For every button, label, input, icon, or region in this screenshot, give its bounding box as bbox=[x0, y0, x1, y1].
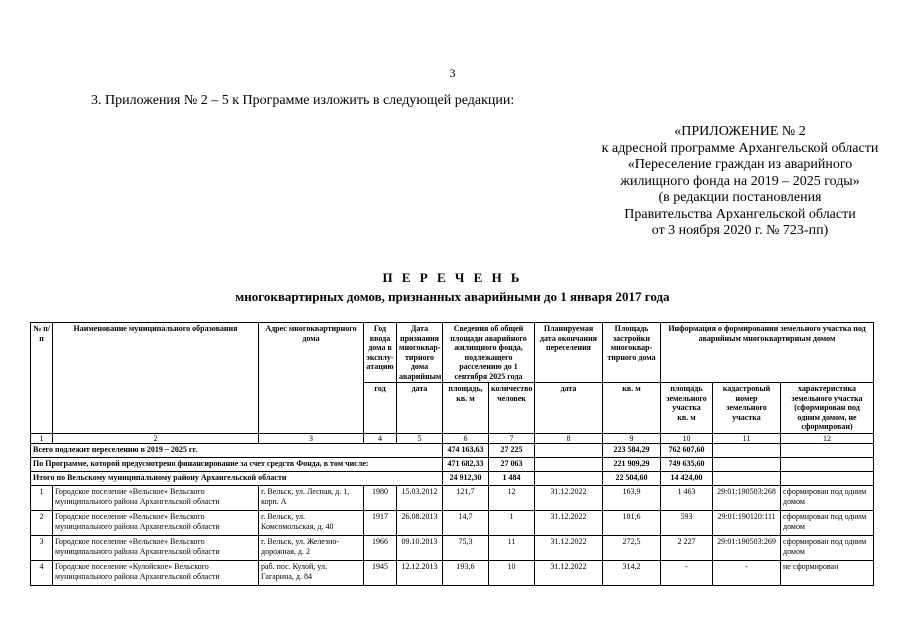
row-address: раб. пос. Кулой, ул. Гагарина, д. 84 bbox=[259, 561, 364, 586]
document-title: П Е Р Е Ч Е Н Ь bbox=[382, 270, 523, 285]
header-general-info: Сведения об общей площади аварийного жилищного фонда, подлежащего расселению до 1 сентября 2025 года bbox=[443, 323, 535, 383]
row-characteristic: сформирован под одним домом bbox=[781, 486, 874, 511]
appendix-line: «ПРИЛОЖЕНИЕ № 2 bbox=[674, 124, 806, 139]
header-land-area bbox=[661, 383, 713, 434]
table-row bbox=[31, 486, 874, 511]
total-land-area: 14 424,00 bbox=[661, 472, 713, 486]
total-label: Всего подлежит переселению в 2019 – 2025 гг. bbox=[31, 444, 443, 458]
total-land-area: 762 607,60 bbox=[661, 444, 713, 458]
row-municipality: Городское поселение «Вельское» Вельского муниципального района Архангельской области bbox=[53, 486, 259, 511]
row-year: 1980 bbox=[364, 486, 397, 511]
header-address: Адрес многоквартирного дома bbox=[259, 323, 364, 434]
row-cadastral: - bbox=[713, 561, 781, 586]
total-row bbox=[31, 458, 874, 472]
column-number: 9 bbox=[603, 433, 661, 444]
table-row bbox=[31, 536, 874, 561]
row-year: 1966 bbox=[364, 536, 397, 561]
row-area: 75,3 bbox=[443, 536, 489, 561]
header-characteristic: характеристика земельного участка (сформирован под одним домом, не сформирован) bbox=[781, 383, 874, 434]
row-address: г. Вельск, ул. Лесная, д. 1, корп. А bbox=[259, 486, 364, 511]
column-number: 4 bbox=[364, 433, 397, 444]
row-num: 2 bbox=[31, 511, 53, 536]
column-number: 12 bbox=[781, 433, 874, 444]
row-cadastral: 29:01:190503:269 bbox=[713, 536, 781, 561]
row-build-area: 314,2 bbox=[603, 561, 661, 586]
row-municipality: Городское поселение «Вельское» Вельского муниципального района Архангельской области bbox=[53, 511, 259, 536]
row-planned: 31.12.2022 bbox=[535, 511, 603, 536]
row-date: 26.08.2013 bbox=[397, 511, 443, 536]
header-num: № п/п bbox=[31, 323, 53, 434]
column-number: 5 bbox=[397, 433, 443, 444]
row-characteristic: сформирован под одним домом bbox=[781, 536, 874, 561]
column-number: 6 bbox=[443, 433, 489, 444]
appendix-line: жилищного фонда на 2019 – 2025 годы» bbox=[620, 173, 860, 189]
row-municipality: Городское поселение «Кулойское» Вельского муниципального района Архангельской области bbox=[53, 561, 259, 586]
row-num: 3 bbox=[31, 536, 53, 561]
total-count: 27 225 bbox=[489, 444, 535, 458]
row-build-area: 181,6 bbox=[603, 511, 661, 536]
column-numbers-row bbox=[31, 433, 874, 444]
header-count: количество человек bbox=[489, 383, 535, 434]
total-land-area: 749 635,60 bbox=[661, 458, 713, 472]
total-label: По Программе, которой предусмотрено финансирование за счет средств Фонда, в том числе: bbox=[31, 458, 443, 472]
total-build-area: 22 504,60 bbox=[603, 472, 661, 486]
appendix-line: от 3 ноября 2020 г. № 723-пп) bbox=[651, 223, 829, 238]
total-label: Итого по Вельскому муниципальному району Архангельской области bbox=[31, 472, 443, 486]
appendix-line: Правительства Архангельской области bbox=[624, 206, 856, 222]
header-land-area-label: площадь земельного участка bbox=[666, 384, 707, 412]
column-number: 3 bbox=[259, 433, 364, 444]
header-build-area: Площадь застройки многоквар-тирного дома bbox=[603, 323, 661, 383]
row-cadastral: 29:01:190503:268 bbox=[713, 486, 781, 511]
row-land-area: 2 227 bbox=[661, 536, 713, 561]
intro-text: 3. Приложения № 2 – 5 к Программе изложить в следующей редакции: bbox=[91, 93, 515, 108]
table-row bbox=[31, 511, 874, 536]
header-land-area-unit: кв. м bbox=[677, 412, 696, 422]
total-row bbox=[31, 472, 874, 486]
row-planned: 31.12.2022 bbox=[535, 561, 603, 586]
row-date: 12.12.2013 bbox=[397, 561, 443, 586]
header-cadastral: кадастровый номер земельного участка bbox=[713, 383, 781, 434]
row-count: 1 bbox=[489, 511, 535, 536]
total-area: 471 682,33 bbox=[443, 458, 489, 472]
row-cadastral: 29:01:190120:111 bbox=[713, 511, 781, 536]
row-address: г. Вельск, ул. Железно-дорожная, д. 2 bbox=[259, 536, 364, 561]
header-planned-unit: дата bbox=[535, 383, 603, 434]
column-number: 2 bbox=[53, 433, 259, 444]
header-date-recognition: Дата признания многоквар-тирного дома аварийным bbox=[397, 323, 443, 383]
row-area: 121,7 bbox=[443, 486, 489, 511]
header-year-unit: год bbox=[364, 383, 397, 434]
row-address: г. Вельск, ул. Комсомольская, д. 40 bbox=[259, 511, 364, 536]
column-number: 1 bbox=[31, 433, 53, 444]
row-land-area: 1 463 bbox=[661, 486, 713, 511]
appendix-line: (в редакции постановления bbox=[658, 190, 822, 205]
row-area: 193,6 bbox=[443, 561, 489, 586]
column-number: 8 bbox=[535, 433, 603, 444]
header-municipality: Наименование муниципального образования bbox=[53, 323, 259, 434]
header-area: площадь, кв. м bbox=[443, 383, 489, 434]
appendix-line: к адресной программе Архангельской области bbox=[601, 140, 879, 156]
row-date: 09.10.2013 bbox=[397, 536, 443, 561]
row-count: 12 bbox=[489, 486, 535, 511]
header-planned-date: Планируемая дата окончания переселения bbox=[535, 323, 603, 383]
row-planned: 31.12.2022 bbox=[535, 486, 603, 511]
total-count: 1 484 bbox=[489, 472, 535, 486]
row-land-area: - bbox=[661, 561, 713, 586]
header-date-unit: дата bbox=[397, 383, 443, 434]
row-build-area: 163,9 bbox=[603, 486, 661, 511]
total-row bbox=[31, 444, 874, 458]
row-land-area: 593 bbox=[661, 511, 713, 536]
total-area: 24 912,30 bbox=[443, 472, 489, 486]
row-count: 11 bbox=[489, 536, 535, 561]
row-characteristic: сформирован под одним домом bbox=[781, 511, 874, 536]
row-build-area: 272,5 bbox=[603, 536, 661, 561]
page-number: 3 bbox=[449, 66, 456, 80]
row-num: 4 bbox=[31, 561, 53, 586]
row-planned: 31.12.2022 bbox=[535, 536, 603, 561]
row-num: 1 bbox=[31, 486, 53, 511]
column-number: 7 bbox=[489, 433, 535, 444]
appendix-line: «Переселение граждан из аварийного bbox=[627, 157, 853, 172]
appendix-header bbox=[540, 124, 905, 240]
row-area: 14,7 bbox=[443, 511, 489, 536]
row-date: 15.03.2012 bbox=[397, 486, 443, 511]
document-subtitle: многоквартирных домов, признанных аварийными до 1 января 2017 года bbox=[235, 289, 670, 304]
header-year: Год ввода дома в эксплу-атацию bbox=[364, 323, 397, 383]
total-build-area: 223 584,29 bbox=[603, 444, 661, 458]
header-land-info: Информация о формировании земельного участка под аварийным многоквартирным домом bbox=[661, 323, 874, 383]
total-count: 27 063 bbox=[489, 458, 535, 472]
row-characteristic: не сформирован bbox=[781, 561, 874, 586]
total-area: 474 163,63 bbox=[443, 444, 489, 458]
row-year: 1917 bbox=[364, 511, 397, 536]
total-build-area: 221 909,29 bbox=[603, 458, 661, 472]
row-year: 1945 bbox=[364, 561, 397, 586]
row-count: 10 bbox=[489, 561, 535, 586]
houses-table bbox=[30, 322, 874, 586]
row-municipality: Городское поселение «Вельское» Вельского муниципального района Архангельской области bbox=[53, 536, 259, 561]
header-build-area-unit: кв. м bbox=[603, 383, 661, 434]
column-number: 10 bbox=[661, 433, 713, 444]
table-row bbox=[31, 561, 874, 586]
column-number: 11 bbox=[713, 433, 781, 444]
